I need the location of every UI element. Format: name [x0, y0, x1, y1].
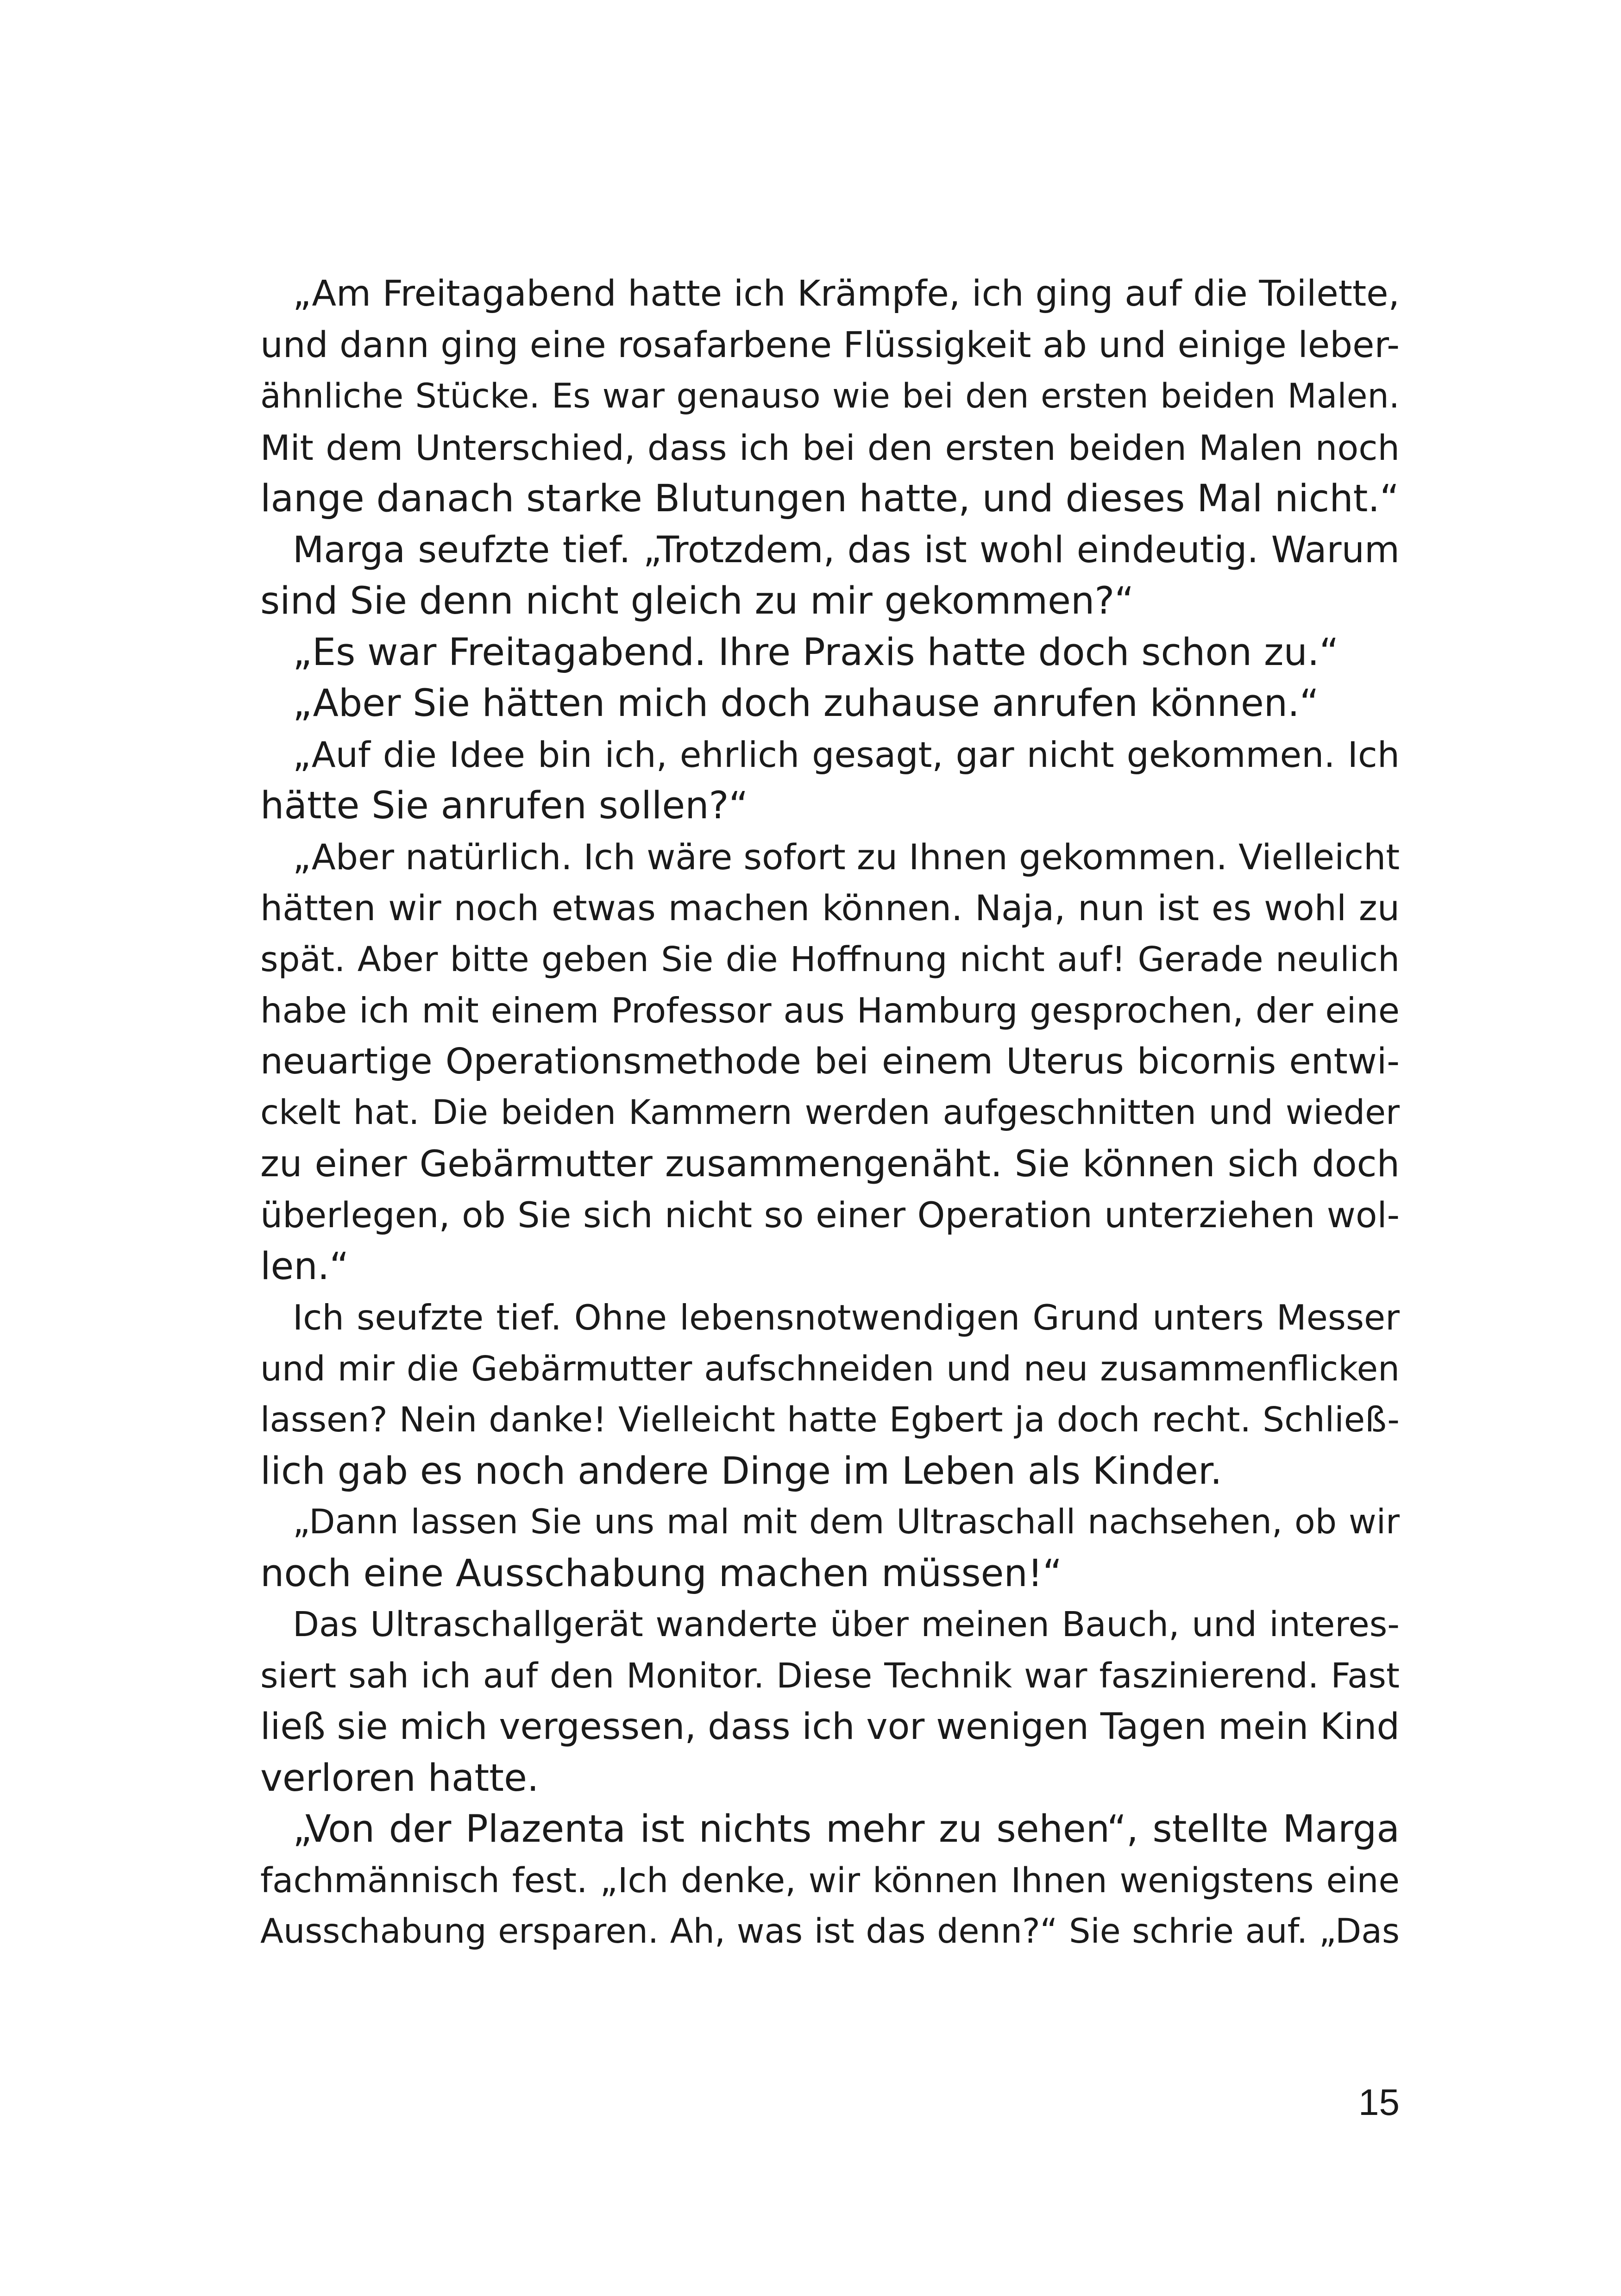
- text-line: habe ich mit einem Professor aus Hamburg gesprochen, der eine: [260, 990, 1400, 1031]
- text-line: Mit dem Unterschied, dass ich bei den ersten beiden Malen noch: [260, 427, 1400, 468]
- text-line: sind Sie denn nicht gleich zu mir gekommen?“: [260, 579, 1134, 623]
- text-line: verloren hatte.: [260, 1756, 539, 1800]
- text-line: Das Ultraschallgerät wanderte über meinen Bauch, und interes-: [293, 1605, 1400, 1644]
- body-text: [260, 269, 1400, 1957]
- text-line: len.“: [260, 1244, 349, 1288]
- text-line: zu einer Gebärmutter zusammengenäht. Sie können sich doch: [260, 1143, 1400, 1185]
- text-line: und dann ging eine rosafarbene Flüssigkeit ab und einige leber-: [260, 324, 1400, 366]
- text-line: „Am Freitagabend hatte ich Krämpfe, ich ging auf die Toilette,: [293, 273, 1400, 314]
- text-line: hätte Sie anrufen sollen?“: [260, 784, 748, 828]
- text-line: Ich seufzte tief. Ohne lebensnotwendigen Grund unters Messer: [293, 1297, 1400, 1338]
- text-line: lich gab es noch andere Dinge im Leben als Kinder.: [260, 1449, 1222, 1493]
- text-line: spät. Aber bitte geben Sie die Hoffnung nicht auf! Gerade neulich: [260, 939, 1400, 979]
- text-line: hätten wir noch etwas machen können. Naja, nun ist es wohl zu: [260, 887, 1400, 928]
- text-line: ähnliche Stücke. Es war genauso wie bei den ersten beiden Malen.: [260, 376, 1400, 416]
- page-number: 15: [1358, 2082, 1400, 2123]
- text-line: und mir die Gebärmutter aufschneiden und neu zusammenflicken: [260, 1349, 1400, 1389]
- text-line: noch eine Ausschabung machen müssen!“: [260, 1551, 1062, 1595]
- text-line: „Auf die Idee bin ich, ehrlich gesagt, gar nicht gekommen. Ich: [293, 734, 1400, 775]
- text-line: fachmännisch fest. „Ich denke, wir können Ihnen wenigstens eine: [260, 1860, 1400, 1901]
- text-line: „Es war Freitagabend. Ihre Praxis hatte doch schon zu.“: [293, 630, 1339, 674]
- text-line: ckelt hat. Die beiden Kammern werden aufgeschnitten und wieder: [260, 1093, 1400, 1132]
- text-line: ließ sie mich vergessen, dass ich vor wenigen Tagen mein Kind: [260, 1706, 1400, 1748]
- text-line: überlegen, ob Sie sich nicht so einer Operation unterziehen wol-: [260, 1194, 1400, 1236]
- text-line: lange danach starke Blutungen hatte, und dieses Mal nicht.“: [260, 477, 1400, 521]
- text-line: „Aber Sie hätten mich doch zuhause anrufen können.“: [293, 682, 1319, 725]
- text-line: lassen? Nein danke! Vielleicht hatte Egbert ja doch recht. Schließ-: [260, 1400, 1400, 1440]
- text-line: siert sah ich auf den Monitor. Diese Technik war faszinierend. Fast: [260, 1656, 1400, 1696]
- text-line: „Dann lassen Sie uns mal mit dem Ultraschall nachsehen, ob wir: [293, 1502, 1400, 1542]
- text-line: Marga seufzte tief. „Trotzdem, das ist wohl eindeutig. Warum: [293, 529, 1400, 571]
- text-line: „Aber natürlich. Ich wäre sofort zu Ihnen gekommen. Vielleicht: [293, 836, 1400, 878]
- text-line: neuartige Operationsmethode bei einem Uterus bicornis entwi-: [260, 1041, 1400, 1082]
- text-line: Ausschabung ersparen. Ah, was ist das denn?“ Sie schrie auf. „Das: [260, 1912, 1400, 1951]
- text-line: „Von der Plazenta ist nichts mehr zu sehen“, stellte Marga: [293, 1807, 1400, 1851]
